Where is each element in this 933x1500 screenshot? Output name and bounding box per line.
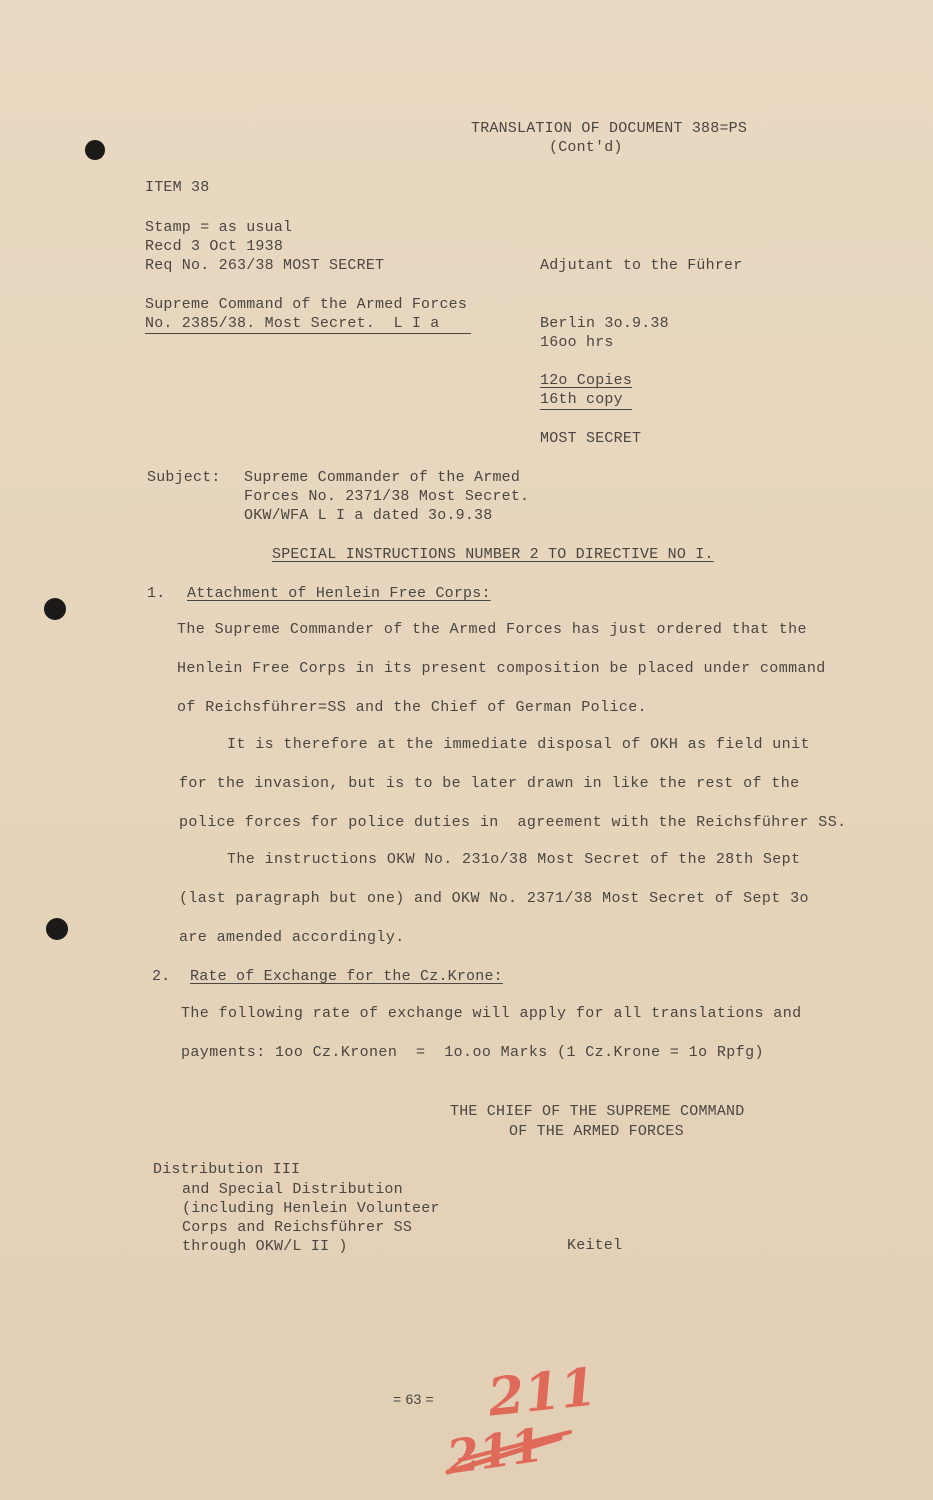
strike-through-icon xyxy=(440,1417,580,1490)
handwritten-struck-number: 211 xyxy=(443,1417,547,1485)
paragraph-line: It is therefore at the immediate disposal of OKH as field unit xyxy=(227,736,810,753)
signature-title: OF THE ARMED FORCES xyxy=(509,1123,684,1140)
page-number: = 63 = xyxy=(393,1391,434,1407)
distribution-line: Distribution III xyxy=(153,1161,301,1178)
document-title: TRANSLATION OF DOCUMENT 388=PS xyxy=(471,120,748,137)
stamp-line: Stamp = as usual xyxy=(145,219,293,236)
handwritten-page-number: 211 xyxy=(485,1356,600,1429)
paragraph-line: police forces for police duties in agreement with the Reichsführer SS. xyxy=(179,814,847,831)
copies-underline xyxy=(540,409,632,410)
paragraph-line: The Supreme Commander of the Armed Forces has just ordered that the xyxy=(177,621,807,638)
command-reference: No. 2385/38. Most Secret. L I a xyxy=(145,315,440,332)
paragraph-line: Henlein Free Corps in its present composition be placed under command xyxy=(177,660,826,677)
adjutant-line: Adjutant to the Führer xyxy=(540,257,743,274)
place-date: Berlin 3o.9.38 xyxy=(540,315,669,332)
section-title: Rate of Exchange for the Cz.Krone: xyxy=(190,968,503,985)
command-underline xyxy=(145,333,471,334)
document-contd: (Cont'd) xyxy=(549,139,623,156)
distribution-line: (including Henlein Volunteer xyxy=(182,1200,440,1217)
paragraph-line: for the invasion, but is to be later drawn in like the rest of the xyxy=(179,775,800,792)
subject-line: OKW/WFA L I a dated 3o.9.38 xyxy=(244,507,493,524)
punch-hole-icon xyxy=(44,598,66,620)
time-line: 16oo hrs xyxy=(540,334,614,351)
punch-hole-icon xyxy=(46,918,68,940)
command-line: Supreme Command of the Armed Forces xyxy=(145,296,468,313)
classification: MOST SECRET xyxy=(540,430,642,447)
subject-line: Supreme Commander of the Armed xyxy=(244,469,521,486)
section-title: Attachment of Henlein Free Corps: xyxy=(187,585,491,602)
paragraph-line: of Reichsführer=SS and the Chief of German Police. xyxy=(177,699,648,716)
section-number: 2. xyxy=(152,968,171,985)
register-number: Req No. 263/38 MOST SECRET xyxy=(145,257,385,274)
paragraph-line: are amended accordingly. xyxy=(179,929,405,946)
instructions-heading: SPECIAL INSTRUCTIONS NUMBER 2 TO DIRECTIVE NO I. xyxy=(272,546,714,563)
paragraph-line: The instructions OKW No. 231o/38 Most Secret of the 28th Sept xyxy=(227,851,801,868)
distribution-line: through OKW/L II ) xyxy=(182,1238,348,1255)
copies-count: 12o Copies xyxy=(540,372,633,389)
received-date: Recd 3 Oct 1938 xyxy=(145,238,284,255)
signature-title: THE CHIEF OF THE SUPREME COMMAND xyxy=(450,1103,745,1120)
signatory-name: Keitel xyxy=(567,1237,623,1254)
item-number: ITEM 38 xyxy=(145,179,210,196)
subject-line: Forces No. 2371/38 Most Secret. xyxy=(244,488,530,505)
subject-label: Subject: xyxy=(147,469,221,486)
copy-number: 16th copy xyxy=(540,391,623,408)
paragraph-line: (last paragraph but one) and OKW No. 2371/38 Most Secret of Sept 3o xyxy=(179,890,809,907)
paragraph-line: The following rate of exchange will apply for all translations and xyxy=(181,1005,802,1022)
distribution-line: and Special Distribution xyxy=(182,1181,403,1198)
paragraph-line: payments: 1oo Cz.Kronen = 1o.oo Marks (1 Cz.Krone = 1o Rpfg) xyxy=(181,1044,764,1061)
punch-hole-icon xyxy=(85,140,105,160)
distribution-line: Corps and Reichsführer SS xyxy=(182,1219,413,1236)
section-number: 1. xyxy=(147,585,166,602)
